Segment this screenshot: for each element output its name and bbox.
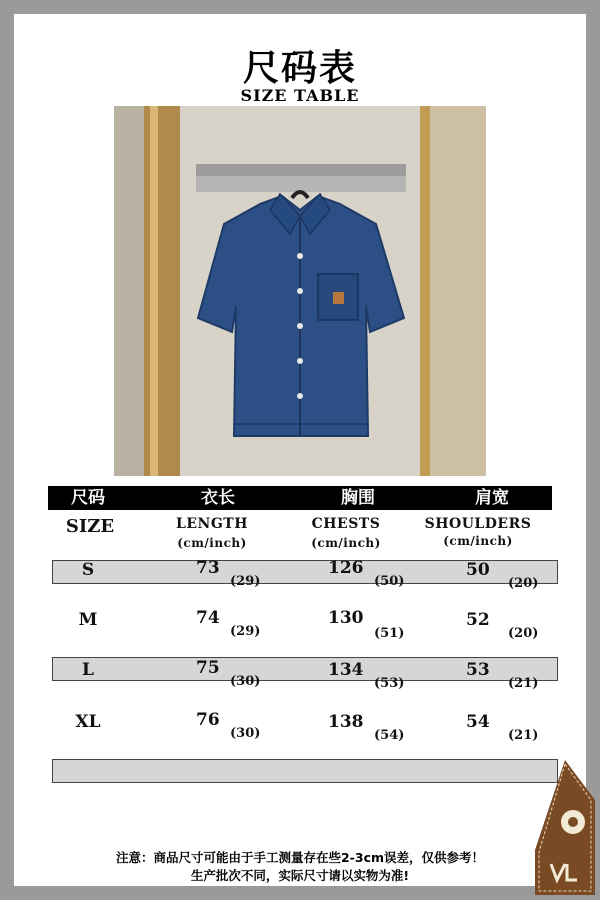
row-s-shoulder: 50 (466, 560, 490, 580)
row-s-chest-inch: (50) (374, 574, 405, 589)
header-size-cn: 尺码 (71, 488, 105, 508)
brand-monogram-icon (535, 760, 595, 895)
note-line-1: 注意：商品尺寸可能由于手工测量存在些2-3cm误差，仅供参考！ (115, 850, 485, 865)
row-xl-shoulder-inch: (21) (508, 728, 539, 743)
page-subtitle: SIZE TABLE (240, 86, 360, 105)
row-l-length-inch: (30) (230, 674, 261, 689)
row-xl-chest-inch: (54) (374, 728, 405, 743)
label-length-en: LENGTH (176, 516, 248, 532)
row-s-length: 73 (196, 558, 220, 578)
note-line-2: 生产批次不同，实际尺寸请以实物为准! (190, 868, 410, 883)
row-xl-size: XL (75, 712, 101, 732)
row-l-chest-inch: (53) (374, 676, 405, 691)
header-bar (48, 486, 552, 510)
label-length-unit: (cm/inch) (177, 536, 247, 550)
label-chest-unit: (cm/inch) (311, 536, 381, 550)
label-shoulder-en: SHOULDERS (424, 516, 532, 532)
header-shoulder-cn: 肩宽 (475, 488, 509, 508)
label-shoulder-unit: (cm/inch) (443, 534, 513, 548)
page-title: 尺码表 (242, 48, 357, 89)
row-s-size: S (81, 560, 95, 580)
header-chest-cn: 胸围 (341, 488, 375, 508)
row-m-shoulder-inch: (20) (508, 626, 539, 641)
header-length-cn: 衣长 (201, 488, 235, 508)
row-m-length: 74 (196, 608, 220, 628)
row-shade-empty (52, 759, 558, 783)
denim-shirt-image (114, 106, 486, 476)
row-m-chest: 130 (328, 608, 364, 628)
row-xl-length-inch: (30) (230, 726, 261, 741)
row-s-chest: 126 (328, 558, 364, 578)
label-size-en: SIZE (65, 516, 115, 537)
size-chart-card (14, 14, 586, 886)
row-l-size: L (82, 660, 94, 680)
row-xl-length: 76 (196, 710, 220, 730)
row-m-size: M (78, 610, 98, 630)
row-xl-shoulder: 54 (466, 712, 490, 732)
row-l-length: 75 (196, 658, 220, 678)
row-l-shoulder-inch: (21) (508, 676, 539, 691)
row-l-shoulder: 53 (466, 660, 490, 680)
product-photo (114, 106, 486, 476)
row-m-length-inch: (29) (230, 624, 261, 639)
row-s-shoulder-inch: (20) (508, 576, 539, 591)
row-l-chest: 134 (328, 660, 364, 680)
row-m-shoulder: 52 (466, 610, 490, 630)
row-s-length-inch: (29) (230, 574, 261, 589)
row-m-chest-inch: (51) (374, 626, 405, 641)
row-xl-chest: 138 (328, 712, 364, 732)
label-chest-en: CHESTS (311, 516, 381, 532)
